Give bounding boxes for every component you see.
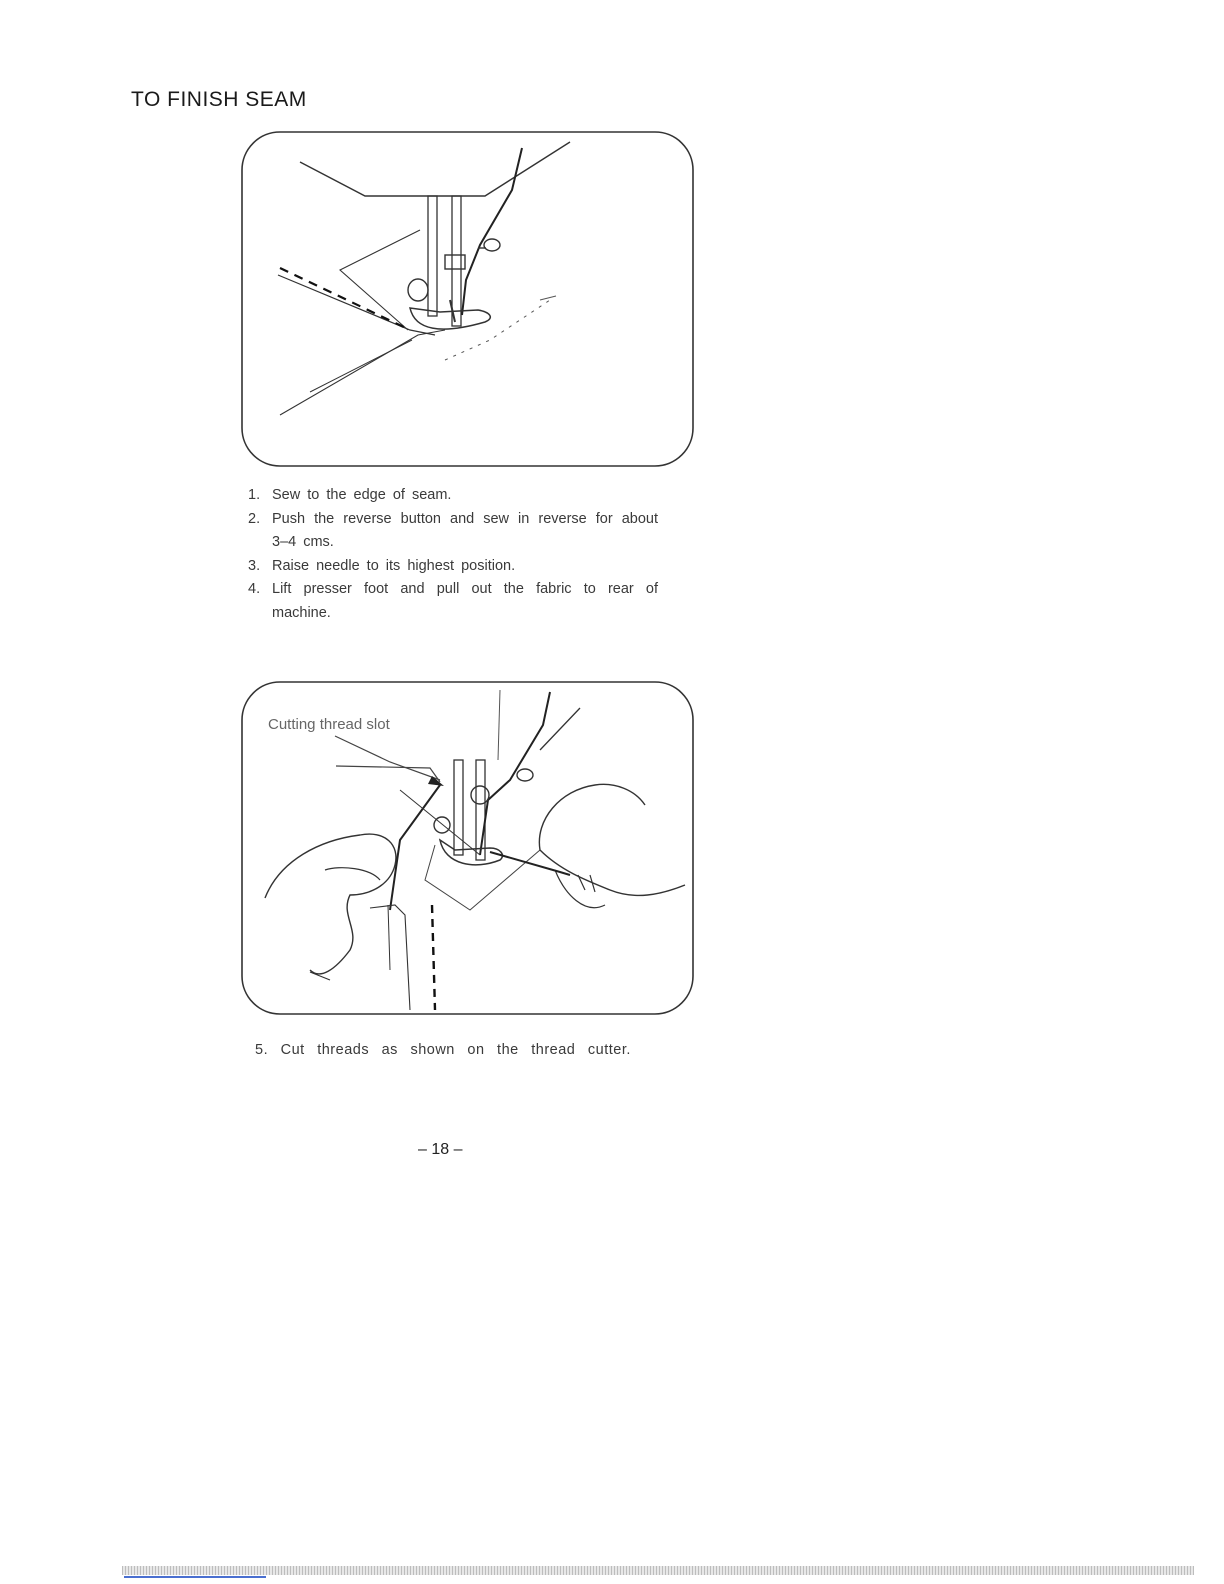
step-number: 4.	[248, 581, 261, 597]
instruction-steps-list	[248, 484, 658, 625]
step-text: Lift presser foot and pull out the fabric to rear of machine.	[272, 581, 658, 621]
step-5-text: 5. Cut threads as shown on the thread cutter.	[255, 1042, 631, 1058]
list-item	[248, 484, 658, 508]
thread-cutting-illustration-icon	[240, 680, 695, 1016]
list-item	[248, 578, 658, 625]
footer-accent-line	[124, 1576, 266, 1578]
step-number: 2.	[248, 510, 261, 527]
page-number: – 18 –	[418, 1141, 463, 1158]
page-title: TO FINISH SEAM	[131, 88, 307, 111]
step-number: 3.	[248, 557, 261, 574]
figure-sew-to-edge	[240, 130, 695, 468]
list-item	[248, 508, 658, 555]
step-text: Raise needle to its highest position.	[272, 557, 516, 574]
step-text: Sew to the edge of seam.	[272, 487, 452, 503]
footer-divider	[122, 1566, 1194, 1575]
sewing-foot-illustration-icon	[240, 130, 695, 468]
step-text: Push the reverse button and sew in reverse for about 3–4 cms.	[272, 510, 658, 550]
figure-cut-threads	[240, 680, 695, 1016]
callout-label: Cutting thread slot	[268, 716, 390, 733]
list-item	[248, 555, 658, 579]
step-number: 1.	[248, 487, 261, 503]
